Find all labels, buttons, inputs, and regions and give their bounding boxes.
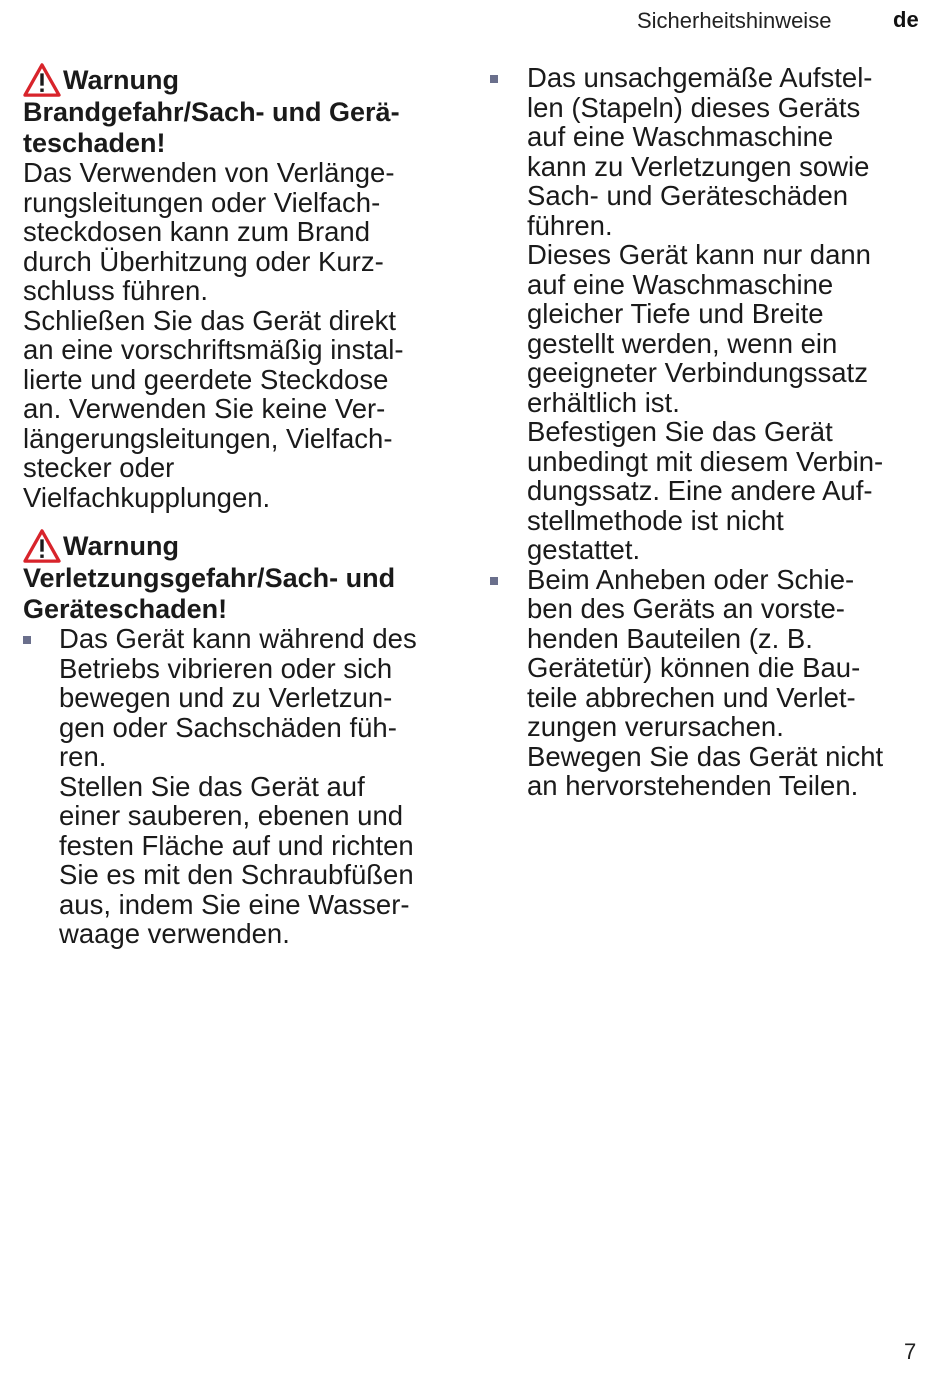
bullet-line: aus, indem Sie eine Wasser- bbox=[59, 888, 410, 920]
warning-triangle-icon bbox=[23, 63, 61, 97]
body-line: Das Verwenden von Verlänge- bbox=[23, 157, 395, 188]
bullet-line: Dieses Gerät kann nur dann bbox=[527, 239, 871, 270]
bullet-square-icon bbox=[490, 75, 498, 83]
bullet-square-icon bbox=[23, 636, 31, 644]
warning-title bbox=[23, 563, 448, 624]
bullet-line: henden Bauteilen (z. B. bbox=[527, 622, 813, 654]
warning-label: Warnung bbox=[63, 530, 179, 561]
bullet-line: stellmethode ist nicht bbox=[527, 504, 784, 536]
left-column bbox=[23, 63, 448, 949]
bullet-line: Das unsachgemäße Aufstel- bbox=[527, 62, 873, 93]
bullet-line: Stellen Sie das Gerät auf bbox=[59, 770, 365, 802]
bullet-line: kann zu Verletzungen sowie bbox=[527, 150, 870, 182]
bullet-line: Bewegen Sie das Gerät nicht bbox=[527, 740, 884, 772]
bullet-line: teile abbrechen und Verlet- bbox=[527, 681, 856, 713]
bullet-line: gen oder Sachschäden füh- bbox=[59, 711, 397, 743]
bullet-line: gestellt werden, wenn ein bbox=[527, 327, 838, 359]
bullet-line: einer sauberen, ebenen und bbox=[59, 800, 404, 831]
body-line: längerungsleitungen, Vielfach- bbox=[23, 422, 393, 454]
bullet-line: unbedingt mit diesem Verbin- bbox=[527, 445, 884, 477]
bullet-line: Sach- und Geräteschäden bbox=[527, 180, 849, 211]
bullet-line: waage verwenden. bbox=[59, 918, 290, 949]
bullet-line: Beim Anheben oder Schie- bbox=[527, 563, 855, 595]
bullet-line: gestattet. bbox=[527, 534, 641, 565]
body-line: Schließen Sie das Gerät direkt bbox=[23, 304, 396, 336]
warning-heading bbox=[23, 63, 448, 97]
language-tag: de bbox=[893, 7, 919, 32]
warning-injury-block bbox=[23, 529, 448, 949]
bullet-line: len (Stapeln) dieses Geräts bbox=[527, 91, 861, 123]
body-line: an. Verwenden Sie keine Ver- bbox=[23, 393, 386, 424]
body-line: an eine vorschriftsmäßig instal- bbox=[23, 334, 404, 365]
right-column bbox=[490, 63, 930, 801]
bullet-line: an hervorstehenden Teilen. bbox=[527, 770, 859, 801]
body-line: Vielfachkupplungen. bbox=[23, 481, 271, 513]
bullet-line: ren. bbox=[59, 741, 107, 772]
body-line: stecker oder bbox=[23, 452, 175, 483]
bullet-line: gleicher Tiefe und Breite bbox=[527, 298, 824, 329]
warning-body bbox=[23, 158, 448, 512]
bullet-line: auf eine Waschmaschine bbox=[527, 268, 834, 300]
title-line: Brandgefahr/Sach- und Gerä- bbox=[23, 97, 400, 127]
bullet-square-icon bbox=[490, 577, 498, 585]
bullet-line: dungssatz. Eine andere Auf- bbox=[527, 475, 873, 506]
body-line: rungsleitungen oder Vielfach- bbox=[23, 186, 381, 218]
title-line: Geräteschaden! bbox=[23, 593, 228, 624]
bullet-line: geeigneter Verbindungssatz bbox=[527, 357, 868, 388]
warning-fire-block bbox=[23, 63, 448, 512]
list-item bbox=[490, 63, 930, 565]
warning-heading bbox=[23, 529, 448, 563]
page-number: 7 bbox=[904, 1339, 917, 1364]
bullet-line: Das Gerät kann während des bbox=[59, 623, 417, 654]
body-line: durch Überhitzung oder Kurz- bbox=[23, 245, 384, 277]
list-item bbox=[490, 565, 930, 801]
bullet-line: Sie es mit den Schraubfüßen bbox=[59, 859, 414, 890]
bullet-line: bewegen und zu Verletzun- bbox=[59, 682, 393, 713]
bullet-line: ben des Geräts an vorste- bbox=[527, 593, 845, 624]
bullet-line: zungen verursachen. bbox=[527, 711, 784, 742]
bullet-line: erhältlich ist. bbox=[527, 386, 680, 418]
bullet-line: Betriebs vibrieren oder sich bbox=[59, 652, 393, 684]
warning-label: Warnung bbox=[63, 64, 179, 95]
bullet-line: auf eine Waschmaschine bbox=[527, 121, 834, 152]
bullet-line: Befestigen Sie das Gerät bbox=[527, 416, 833, 447]
title-line: Verletzungsgefahr/Sach- und bbox=[23, 563, 396, 593]
running-header-section: Sicherheitshinweise bbox=[637, 8, 832, 33]
title-line: teschaden! bbox=[23, 127, 166, 158]
bullet-line: festen Fläche auf und richten bbox=[59, 829, 414, 861]
bullet-line: führen. bbox=[527, 209, 613, 241]
warning-triangle-icon bbox=[23, 529, 61, 563]
bullet-line: Gerätetür) können die Bau- bbox=[527, 652, 861, 683]
warning-title bbox=[23, 97, 448, 158]
list-item bbox=[23, 624, 448, 949]
body-line: steckdosen kann zum Brand bbox=[23, 216, 370, 247]
body-line: schluss führen. bbox=[23, 275, 208, 306]
body-line: lierte und geerdete Steckdose bbox=[23, 363, 389, 395]
